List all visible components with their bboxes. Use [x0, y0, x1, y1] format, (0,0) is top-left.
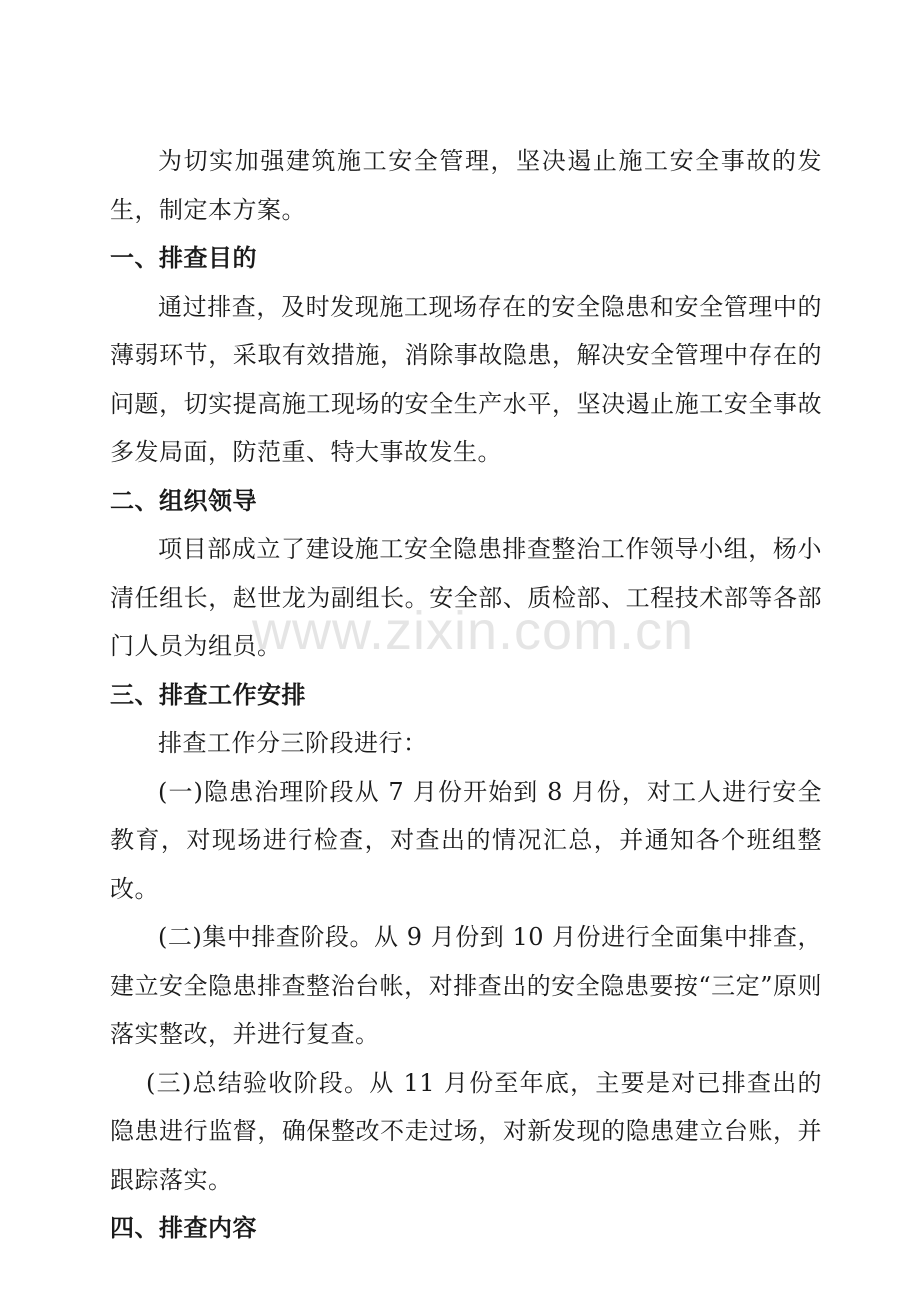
intro-paragraph: 为切实加强建筑施工安全管理，坚决遏止施工安全事故的发生，制定本方案。 [110, 147, 822, 224]
organization-paragraph: 项目部成立了建设施工安全隐患排查整治工作领导小组，杨小清任组长，赵世龙为副组长。安全部、质检部、工程技术部等各部门人员为组员。 [110, 535, 822, 660]
arrangement-item-2: (二)集中排查阶段。从 9 月份到 10 月份进行全面集中排查，建立安全隐患排查整治台帐，对排查出的安全隐患要按“三定”原则落实整改，并进行复查。 [110, 923, 822, 1048]
watermark: www.zixin.com.cn [252, 601, 695, 661]
section-heading-organization: 二、组织领导 [110, 486, 257, 515]
arrangement-lead: 排查工作分三阶段进行： [158, 729, 428, 757]
section-heading-arrangement: 三、排查工作安排 [110, 680, 306, 709]
section-heading-purpose: 一、排查目的 [110, 244, 257, 272]
purpose-paragraph: 通过排查，及时发现施工现场存在的安全隐患和安全管理中的薄弱环节，采取有效措施，消除事故隐患，解决安全管理中存在的问题，切实提高施工现场的安全生产水平，坚决遏止施工安全事故多发局面，防范重、特大事故发生。 [110, 292, 822, 466]
arrangement-item-1: (一)隐患治理阶段从 7 月份开始到 8 月份，对工人进行安全教育，对现场进行检查，对查出的情况汇总，并通知各个班组整改。 [110, 777, 822, 903]
arrangement-item-3: (三)总结验收阶段。从 11 月份至年底，主要是对已排查出的隐患进行监督，确保整改不走过场，对新发现的隐患建立台账，并跟踪落实。 [110, 1068, 822, 1194]
document-body [110, 137, 822, 1253]
section-heading-content: 四、排查内容 [110, 1214, 257, 1242]
